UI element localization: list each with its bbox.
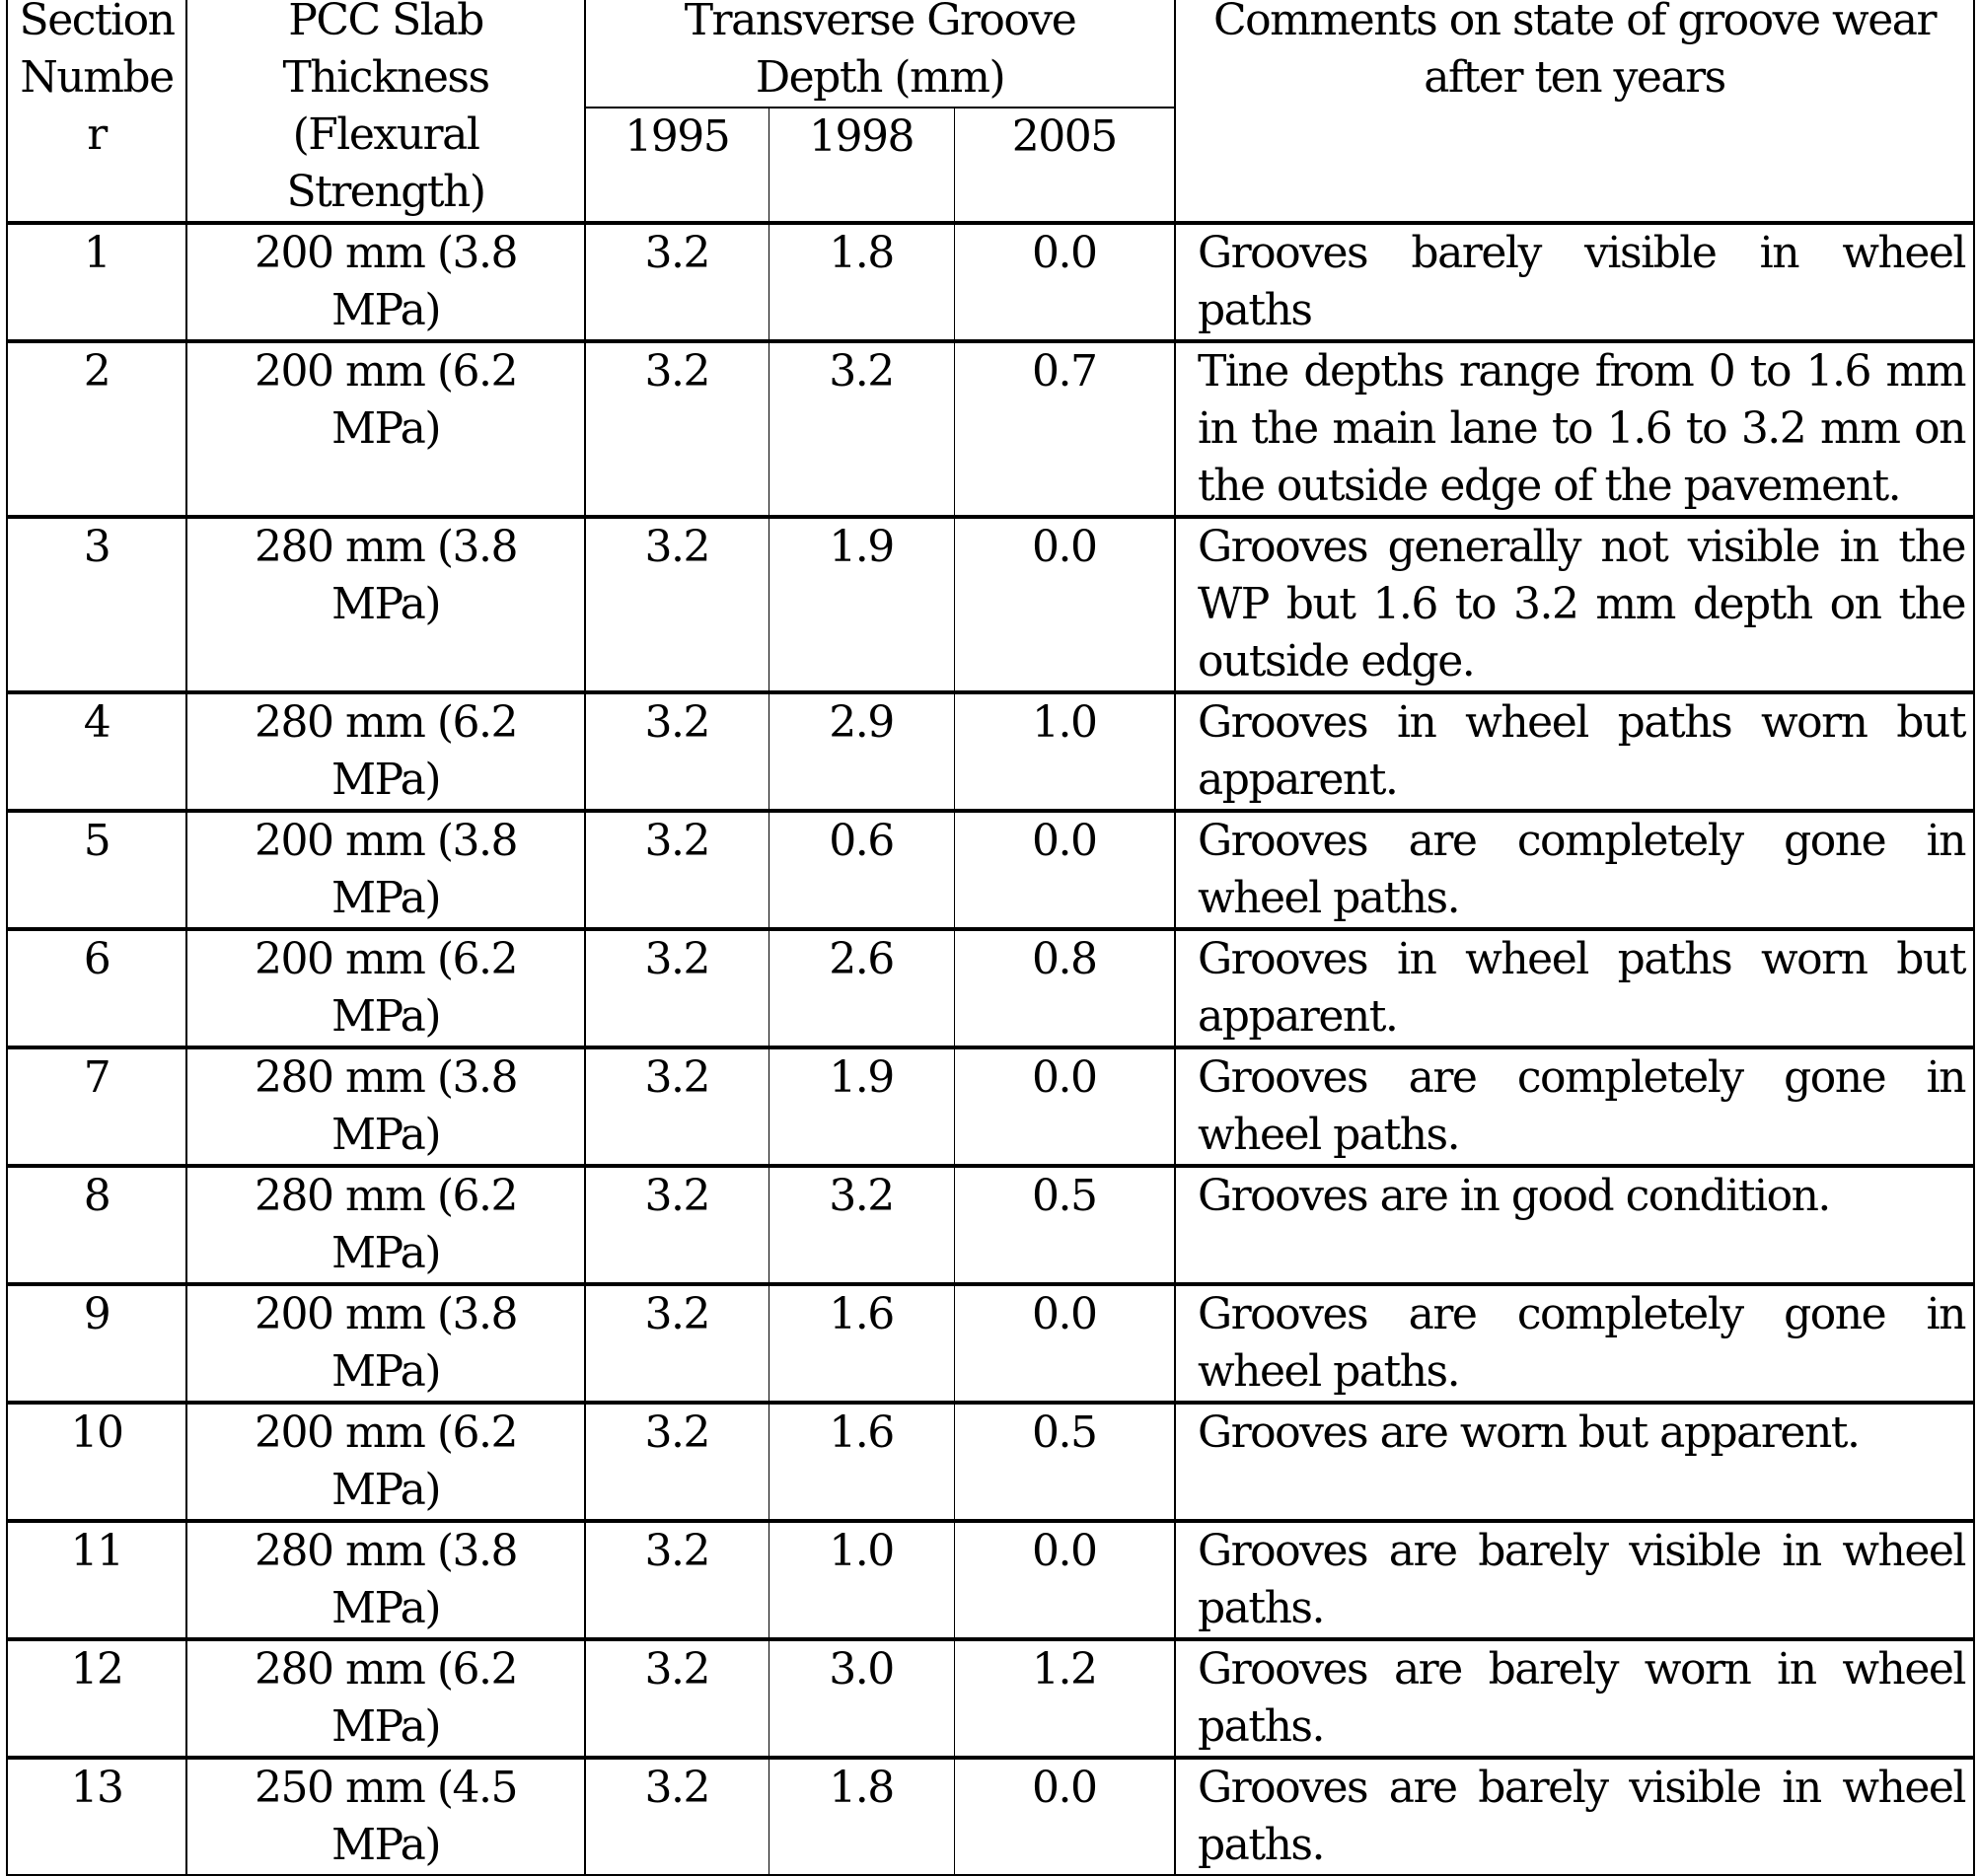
depth-1995-cell: 3.2 xyxy=(585,1758,769,1875)
comment-cell: Grooves are barely visible in wheel paths. xyxy=(1175,1521,1974,1639)
depth-2005-cell: 0.8 xyxy=(954,929,1175,1047)
section-cell: 6 xyxy=(7,929,186,1047)
thickness-cell: 250 mm (4.5 MPa) xyxy=(186,1758,585,1875)
depth-1998-cell: 2.6 xyxy=(769,929,954,1047)
table-row xyxy=(7,1521,1974,1639)
depth-1998-cell: 1.8 xyxy=(769,223,954,341)
depth-1995-cell: 3.2 xyxy=(585,1639,769,1758)
section-cell: 1 xyxy=(7,223,186,341)
depth-1995-cell: 3.2 xyxy=(585,1521,769,1639)
depth-1995-cell: 3.2 xyxy=(585,517,769,692)
table-row xyxy=(7,811,1974,929)
thickness-cell: 200 mm (3.8 MPa) xyxy=(186,811,585,929)
depth-1995-cell: 3.2 xyxy=(585,1047,769,1166)
section-cell: 12 xyxy=(7,1639,186,1758)
depth-1995-cell: 3.2 xyxy=(585,1403,769,1521)
comment-cell: Grooves are in good condition. xyxy=(1175,1166,1974,1284)
depth-1998-cell: 2.9 xyxy=(769,692,954,811)
header-groove-depth: Transverse Groove Depth (mm) xyxy=(585,0,1175,108)
section-cell: 13 xyxy=(7,1758,186,1875)
comment-cell: Grooves generally not visible in the WP but 1.6 to 3.2 mm depth on the outside edge. xyxy=(1175,517,1974,692)
depth-1995-cell: 3.2 xyxy=(585,929,769,1047)
table-row xyxy=(7,1639,1974,1758)
thickness-cell: 280 mm (3.8 MPa) xyxy=(186,1521,585,1639)
comment-cell: Grooves are completely gone in wheel paths. xyxy=(1175,811,1974,929)
depth-2005-cell: 0.5 xyxy=(954,1166,1175,1284)
comment-cell: Grooves are completely gone in wheel paths. xyxy=(1175,1047,1974,1166)
depth-1998-cell: 0.6 xyxy=(769,811,954,929)
depth-2005-cell: 0.0 xyxy=(954,1284,1175,1403)
groove-depth-table xyxy=(6,0,1975,1876)
comment-cell: Tine depths range from 0 to 1.6 mm in the main lane to 1.6 to 3.2 mm on the outside edge of the pavement. xyxy=(1175,341,1974,517)
table-row xyxy=(7,1758,1974,1875)
thickness-cell: 200 mm (3.8 MPa) xyxy=(186,223,585,341)
table-row xyxy=(7,223,1974,341)
table-row xyxy=(7,929,1974,1047)
header-year-1995: 1995 xyxy=(585,108,769,223)
section-cell: 2 xyxy=(7,341,186,517)
depth-1995-cell: 3.2 xyxy=(585,1284,769,1403)
depth-1998-cell: 1.6 xyxy=(769,1284,954,1403)
depth-1995-cell: 3.2 xyxy=(585,1166,769,1284)
depth-1998-cell: 3.0 xyxy=(769,1639,954,1758)
header-year-2005: 2005 xyxy=(954,108,1175,223)
depth-2005-cell: 0.0 xyxy=(954,1521,1175,1639)
section-cell: 3 xyxy=(7,517,186,692)
section-cell: 5 xyxy=(7,811,186,929)
section-cell: 11 xyxy=(7,1521,186,1639)
header-year-1998: 1998 xyxy=(769,108,954,223)
depth-1998-cell: 1.8 xyxy=(769,1758,954,1875)
table-row xyxy=(7,1166,1974,1284)
thickness-cell: 280 mm (6.2 MPa) xyxy=(186,1639,585,1758)
depth-2005-cell: 0.0 xyxy=(954,223,1175,341)
thickness-cell: 280 mm (6.2 MPa) xyxy=(186,692,585,811)
thickness-cell: 200 mm (3.8 MPa) xyxy=(186,1284,585,1403)
table-row xyxy=(7,1284,1974,1403)
depth-1998-cell: 1.6 xyxy=(769,1403,954,1521)
thickness-cell: 200 mm (6.2 MPa) xyxy=(186,929,585,1047)
comment-cell: Grooves are barely worn in wheel paths. xyxy=(1175,1639,1974,1758)
section-cell: 9 xyxy=(7,1284,186,1403)
table-row xyxy=(7,1047,1974,1166)
comment-cell: Grooves in wheel paths worn but apparent. xyxy=(1175,929,1974,1047)
comment-cell: Grooves are worn but apparent. xyxy=(1175,1403,1974,1521)
depth-2005-cell: 0.0 xyxy=(954,811,1175,929)
section-cell: 4 xyxy=(7,692,186,811)
thickness-cell: 280 mm (3.8 MPa) xyxy=(186,517,585,692)
header-comments: Comments on state of groove wear after ten years xyxy=(1175,0,1974,223)
depth-1998-cell: 1.0 xyxy=(769,1521,954,1639)
depth-1998-cell: 1.9 xyxy=(769,517,954,692)
section-cell: 7 xyxy=(7,1047,186,1166)
depth-2005-cell: 0.5 xyxy=(954,1403,1175,1521)
depth-2005-cell: 0.0 xyxy=(954,1047,1175,1166)
depth-1995-cell: 3.2 xyxy=(585,223,769,341)
depth-2005-cell: 1.2 xyxy=(954,1639,1175,1758)
depth-1998-cell: 1.9 xyxy=(769,1047,954,1166)
table-row xyxy=(7,341,1974,517)
thickness-cell: 280 mm (3.8 MPa) xyxy=(186,1047,585,1166)
depth-1995-cell: 3.2 xyxy=(585,811,769,929)
header-section-number: Section Number xyxy=(7,0,186,223)
table-row xyxy=(7,692,1974,811)
table-row xyxy=(7,517,1974,692)
thickness-cell: 200 mm (6.2 MPa) xyxy=(186,341,585,517)
table-row xyxy=(7,1403,1974,1521)
depth-1998-cell: 3.2 xyxy=(769,1166,954,1284)
thickness-cell: 280 mm (6.2 MPa) xyxy=(186,1166,585,1284)
comment-cell: Grooves in wheel paths worn but apparent. xyxy=(1175,692,1974,811)
depth-2005-cell: 1.0 xyxy=(954,692,1175,811)
depth-2005-cell: 0.0 xyxy=(954,1758,1175,1875)
section-cell: 8 xyxy=(7,1166,186,1284)
depth-2005-cell: 0.0 xyxy=(954,517,1175,692)
depth-2005-cell: 0.7 xyxy=(954,341,1175,517)
depth-1995-cell: 3.2 xyxy=(585,692,769,811)
comment-cell: Grooves barely visible in wheel paths xyxy=(1175,223,1974,341)
comment-cell: Grooves are barely visible in wheel paths. xyxy=(1175,1758,1974,1875)
comment-cell: Grooves are completely gone in wheel paths. xyxy=(1175,1284,1974,1403)
depth-1995-cell: 3.2 xyxy=(585,341,769,517)
section-cell: 10 xyxy=(7,1403,186,1521)
depth-1998-cell: 3.2 xyxy=(769,341,954,517)
header-slab-thickness: PCC Slab Thickness (Flexural Strength) xyxy=(186,0,585,223)
thickness-cell: 200 mm (6.2 MPa) xyxy=(186,1403,585,1521)
